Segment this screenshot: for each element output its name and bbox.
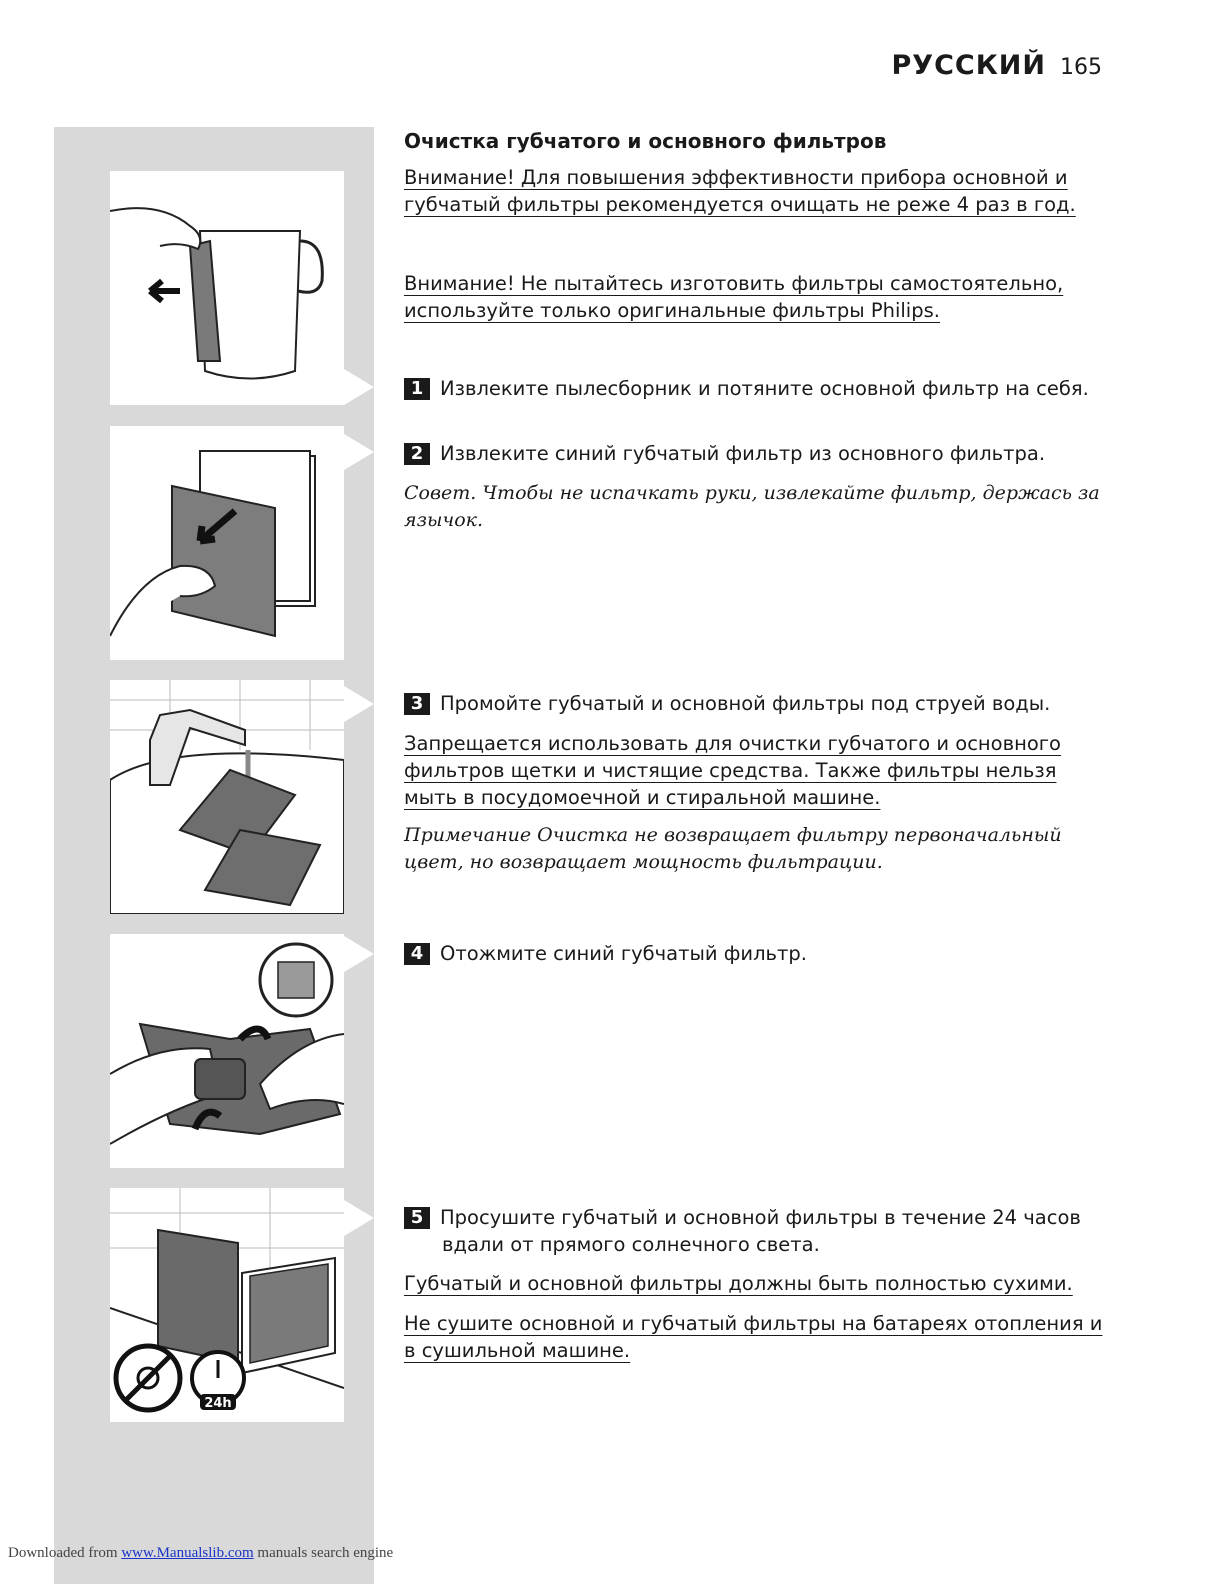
pointer-step-3 [344, 686, 374, 722]
step-5 [404, 1204, 1104, 1258]
remove-sponge-icon [110, 426, 344, 660]
step-3 [404, 690, 1104, 717]
pointer-step-1 [344, 369, 374, 405]
step-2 [404, 440, 1104, 467]
duration-badge: 24h [204, 1396, 232, 1411]
step-text: Извлеките синий губчатый фильтр из основного фильтра. [440, 442, 1046, 465]
page-number: 165 [1060, 55, 1102, 80]
download-footer [8, 1545, 393, 1562]
pointer-step-2 [344, 434, 374, 470]
illustration-step-1 [110, 171, 344, 405]
step-4 [404, 940, 1104, 967]
page-header [892, 50, 1103, 81]
step-text: Отожмите синий губчатый фильтр. [440, 942, 807, 965]
step-number: 2 [404, 443, 430, 465]
step-text-line-2: вдали от прямого солнечного света. [442, 1233, 820, 1256]
clock-icon [192, 1352, 244, 1411]
warning-cleaning-frequency: Внимание! Для повышения эффективности прибора основной и губчатый фильтры рекомендуется очищать не реже 4 раз в год. [404, 166, 1076, 216]
footer-suffix: manuals search engine [253, 1545, 394, 1561]
illustration-step-2 [110, 426, 344, 660]
warning-step-5-heaters: Не сушите основной и губчатый фильтры на батареях отопления и в сушильной машине. [404, 1312, 1103, 1362]
step-text: Извлеките пылесборник и потяните основной фильтр на себя. [440, 377, 1089, 400]
pull-filter-icon [110, 171, 344, 405]
section-title: Очистка губчатого и основного фильтров [404, 129, 887, 153]
pointer-step-4 [344, 936, 374, 972]
step-text: Промойте губчатый и основной фильтры под струей воды. [440, 692, 1051, 715]
language-label: РУССКИЙ [891, 50, 1046, 81]
rinse-filter-icon [110, 680, 344, 914]
illustration-step-3 [110, 680, 344, 914]
step-number: 5 [404, 1207, 430, 1229]
footer-prefix: Downloaded from [8, 1545, 122, 1561]
manualslib-link[interactable]: www.Manualslib.com [121, 1545, 254, 1561]
step-number: 1 [404, 378, 430, 400]
no-sun-icon [116, 1346, 180, 1410]
illustration-step-4 [110, 934, 344, 1168]
pointer-step-5 [344, 1200, 374, 1236]
step-1 [404, 375, 1104, 402]
step-text-line-1: Просушите губчатый и основной фильтры в течение 24 часов [440, 1206, 1081, 1229]
illustration-step-5 [110, 1188, 344, 1422]
step-number: 4 [404, 943, 430, 965]
step-number: 3 [404, 693, 430, 715]
warning-step-3: Запрещается использовать для очистки губчатого и основного фильтров щетки и чистящие средства. Также фильтры нельзя мыть в посудомоечной и стиральной машине. [404, 732, 1061, 809]
squeeze-sponge-icon [110, 934, 344, 1168]
warning-original-filters: Внимание! Не пытайтесь изготовить фильтры самостоятельно, используйте только оригинальные фильтры Philips. [404, 272, 1064, 322]
note-step-3: Примечание Очистка не возвращает фильтру первоначальный цвет, но возвращает мощность фильтрации. [404, 824, 1062, 873]
tip-step-2: Совет. Чтобы не испачкать руки, извлекайте фильтр, держась за язычок. [404, 482, 1100, 531]
dry-filters-icon [110, 1188, 344, 1422]
warning-step-5-dry: Губчатый и основной фильтры должны быть полностью сухими. [404, 1272, 1073, 1295]
